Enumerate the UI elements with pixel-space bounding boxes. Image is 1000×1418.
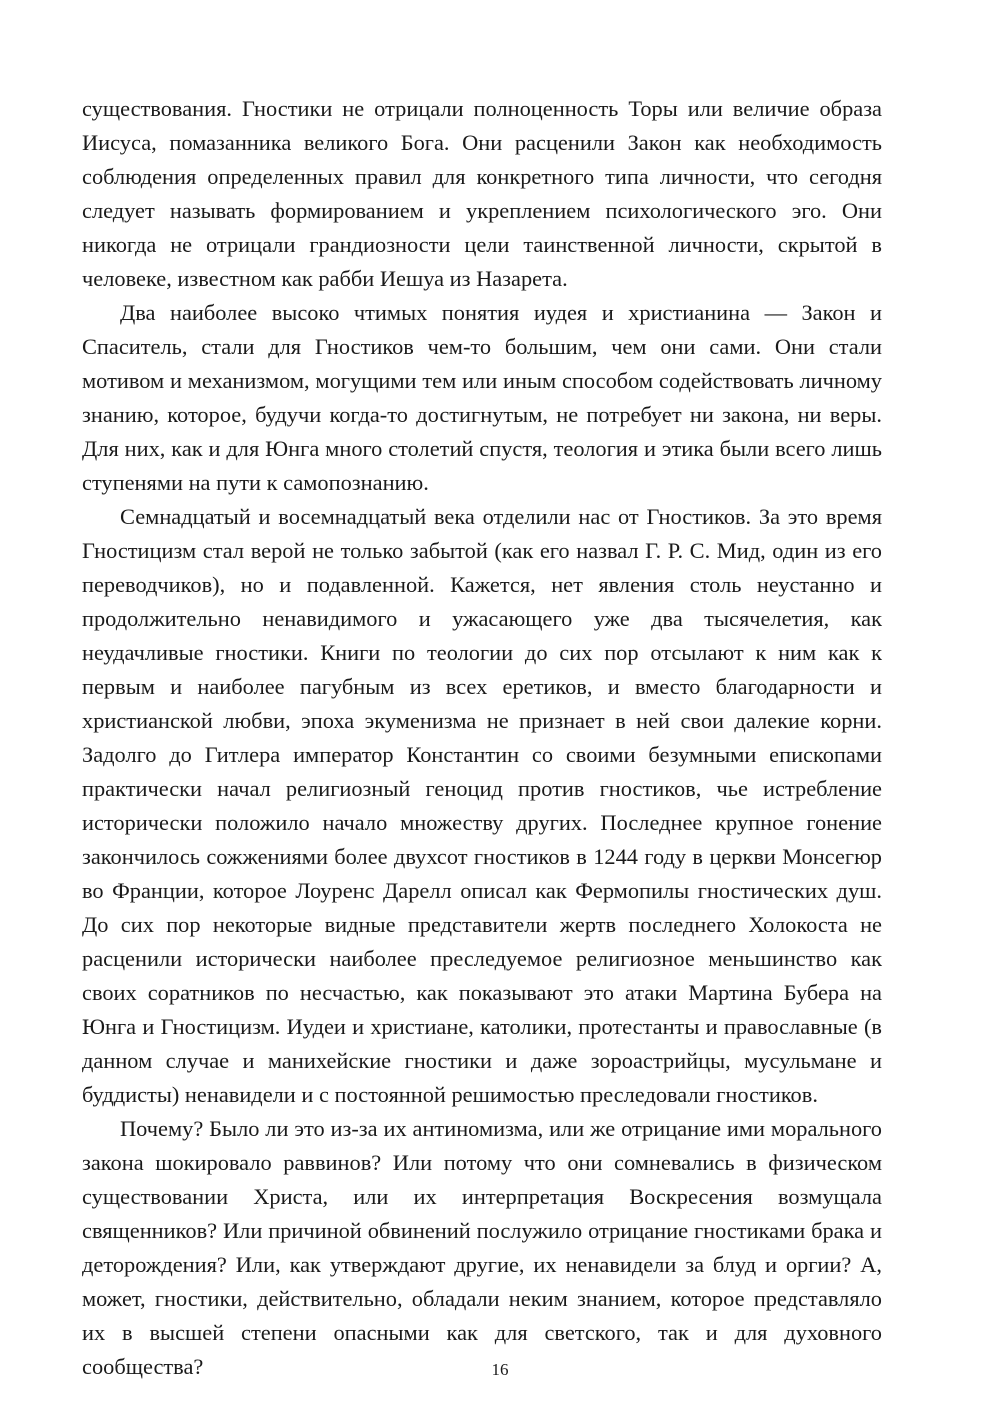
body-text [82, 92, 882, 1384]
paragraph-1-continuation: существования. Гностики не отрицали полноценность Торы или величие образа Иисуса, помазанника великого Бога. Они расценили Закон как необходимость соблюдения определенных правил для конкретного типа личности, что сегодня следует называть формированием и укреплением психологического эго. Они никогда не отрицали грандиозности цели таинственной личности, скрытой в человеке, известном как рабби Иешуа из Назарета. [82, 96, 882, 291]
page-number: 16 [491, 1360, 509, 1379]
paragraph-2: Два наиболее высоко чтимых понятия иудея и христианина — Закон и Спаситель, стали для Гностиков чем-то большим, чем они сами. Они стали мотивом и механизмом, могущими тем или иным способом содействовать личному знанию, которое, будучи когда-то достигнутым, не потребует ни закона, ни веры. Для них, как и для Юнга много столетий спустя, теология и этика были всего лишь ступенями на пути к самопознанию. [82, 300, 882, 495]
paragraph-3: Семнадцатый и восемнадцатый века отделили нас от Гностиков. За это время Гностицизм стал верой не только забытой (как его назвал Г. Р. С. Мид, один из его переводчиков), но и подавленной. Кажется, нет явления столь неустанно и продолжительно ненавидимого и ужасающего уже два тысячелетия, как неудачливые гностики. Книги по теологии до сих пор отсылают к ним как к первым и наиболее пагубным из всех еретиков, и вместо благодарности и христианской любви, эпоха экуменизма не признает в ней свои далекие корни. Задолго до Гитлера император Константин со своими безумными епископами практически начал религиозный геноцид против гностиков, чье истребление исторически положило начало множеству других. Последнее крупное гонение закончилось сожжениями более двухсот гностиков в 1244 году в церкви Монсегюр во Франции, которое Лоуренс Дарелл описал как Фермопилы гностических душ. До сих пор некоторые видные представители жертв последнего Холокоста не расценили исторически наиболее преследуемое религиозное меньшинство как своих соратников по несчастью, как показывают это атаки Мартина Бубера на Юнга и Гностицизм. Иудеи и христиане, католики, протестанты и православные (в данном случае и манихейские гностики и даже зороастрийцы, мусульмане и буддисты) ненавидели и с постоянной решимостью преследовали гностиков. [82, 504, 882, 1107]
paragraph-4: Почему? Было ли это из-за их антиномизма, или же отрицание ими морального закона шокировало раввинов? Или потому что они сомневались в физическом существовании Христа, или их интерпретация Воскресения возмущала священников? Или причиной обвинений послужило отрицание гностиками брака и деторождения? Или, как утверждают другие, их ненавидели за блуд и оргии? А, может, гностики, действительно, обладали неким знанием, которое представляло их в высшей степени опасными как для светского, так и для духовного сообщества? [82, 1116, 882, 1379]
